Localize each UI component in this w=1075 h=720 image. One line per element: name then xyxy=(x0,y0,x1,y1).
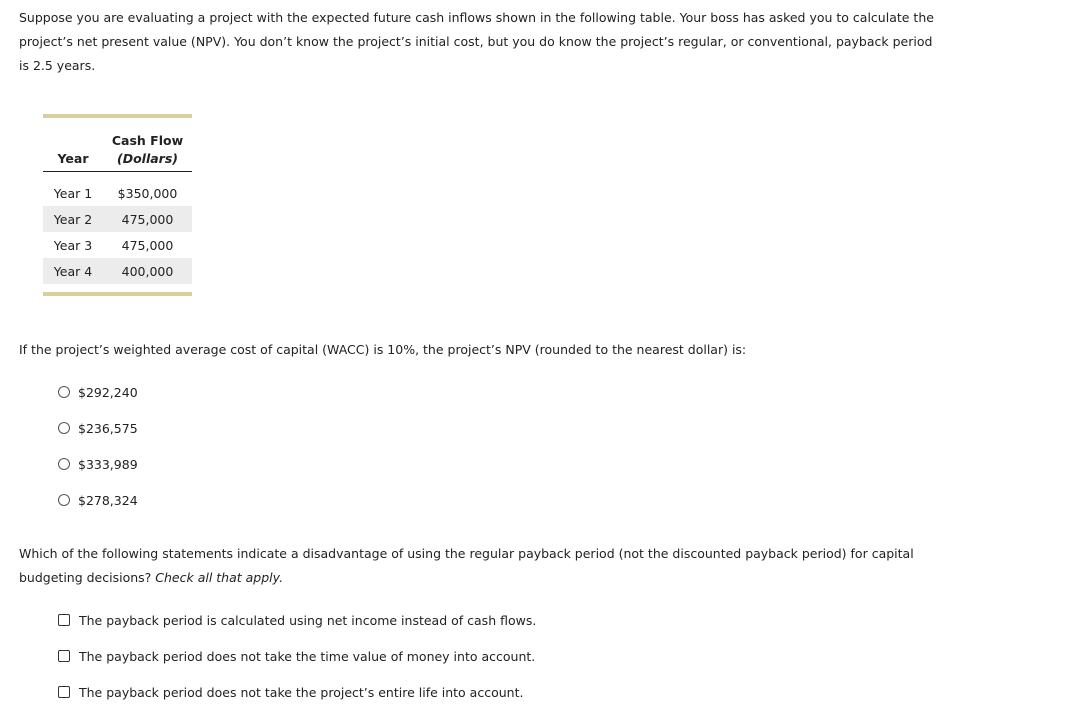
payback-options xyxy=(58,602,536,710)
radio-button[interactable] xyxy=(58,386,70,398)
cash-flow-cell: 475,000 xyxy=(121,237,174,253)
checkbox[interactable] xyxy=(58,650,70,662)
npv-option-label: $278,324 xyxy=(78,492,138,508)
npv-option[interactable] xyxy=(58,446,138,482)
year-cell: Year 2 xyxy=(43,206,103,232)
payback-question xyxy=(19,542,919,590)
payback-option-label: The payback period does not take the time value of money into account. xyxy=(79,648,536,664)
table-row xyxy=(43,258,192,284)
check-all-instruction: Check all that apply. xyxy=(155,570,284,585)
table-header-blank xyxy=(43,118,103,151)
npv-option[interactable] xyxy=(58,410,138,446)
payback-option-label: The payback period is calculated using net income instead of cash flows. xyxy=(79,612,537,628)
table-row xyxy=(43,180,192,206)
npv-option-label: $333,989 xyxy=(78,456,138,472)
checkbox[interactable] xyxy=(58,686,70,698)
payback-option[interactable] xyxy=(58,638,536,674)
npv-options xyxy=(58,374,138,518)
npv-option[interactable] xyxy=(58,374,138,410)
intro-paragraph: Suppose you are evaluating a project with the expected future cash inflows shown in the following table. Your boss has asked you to calculate the project’s net present value (NPV). You don’t know the project’s initial cost, but you do know the project’s regular, or conventional, payback period is 2.5 years. xyxy=(19,10,934,73)
year-cell: Year 3 xyxy=(53,237,93,253)
radio-button[interactable] xyxy=(58,422,70,434)
payback-option-label: The payback period does not take the project’s entire life into account. xyxy=(79,684,524,700)
cash-flow-cell: $350,000 xyxy=(117,185,178,201)
npv-question: If the project’s weighted average cost of capital (WACC) is 10%, the project’s NPV (rounded to the nearest dollar) is: xyxy=(19,342,747,357)
payback-option[interactable] xyxy=(58,602,536,638)
payback-option[interactable] xyxy=(58,674,536,710)
year-cell: Year 4 xyxy=(43,258,103,284)
radio-button[interactable] xyxy=(58,494,70,506)
cash-flow-cell: 400,000 xyxy=(103,258,192,284)
year-cell: Year 1 xyxy=(53,185,93,201)
cash-flow-unit: (Dollars) xyxy=(103,151,192,172)
year-header: Year xyxy=(43,151,103,172)
table-row xyxy=(43,206,192,232)
radio-button[interactable] xyxy=(58,458,70,470)
table-row xyxy=(43,232,192,258)
npv-option[interactable] xyxy=(58,482,138,518)
checkbox[interactable] xyxy=(58,614,70,626)
cash-flow-table xyxy=(43,114,192,296)
npv-option-label: $236,575 xyxy=(78,420,138,436)
npv-option-label: $292,240 xyxy=(78,384,138,400)
payback-question-text: Which of the following statements indicate a disadvantage of using the regular payback period (not the discounted payback period) for capital budgeting decisions? xyxy=(19,546,914,585)
cash-flow-cell: 475,000 xyxy=(103,206,192,232)
cash-flow-header: Cash Flow xyxy=(111,133,184,148)
